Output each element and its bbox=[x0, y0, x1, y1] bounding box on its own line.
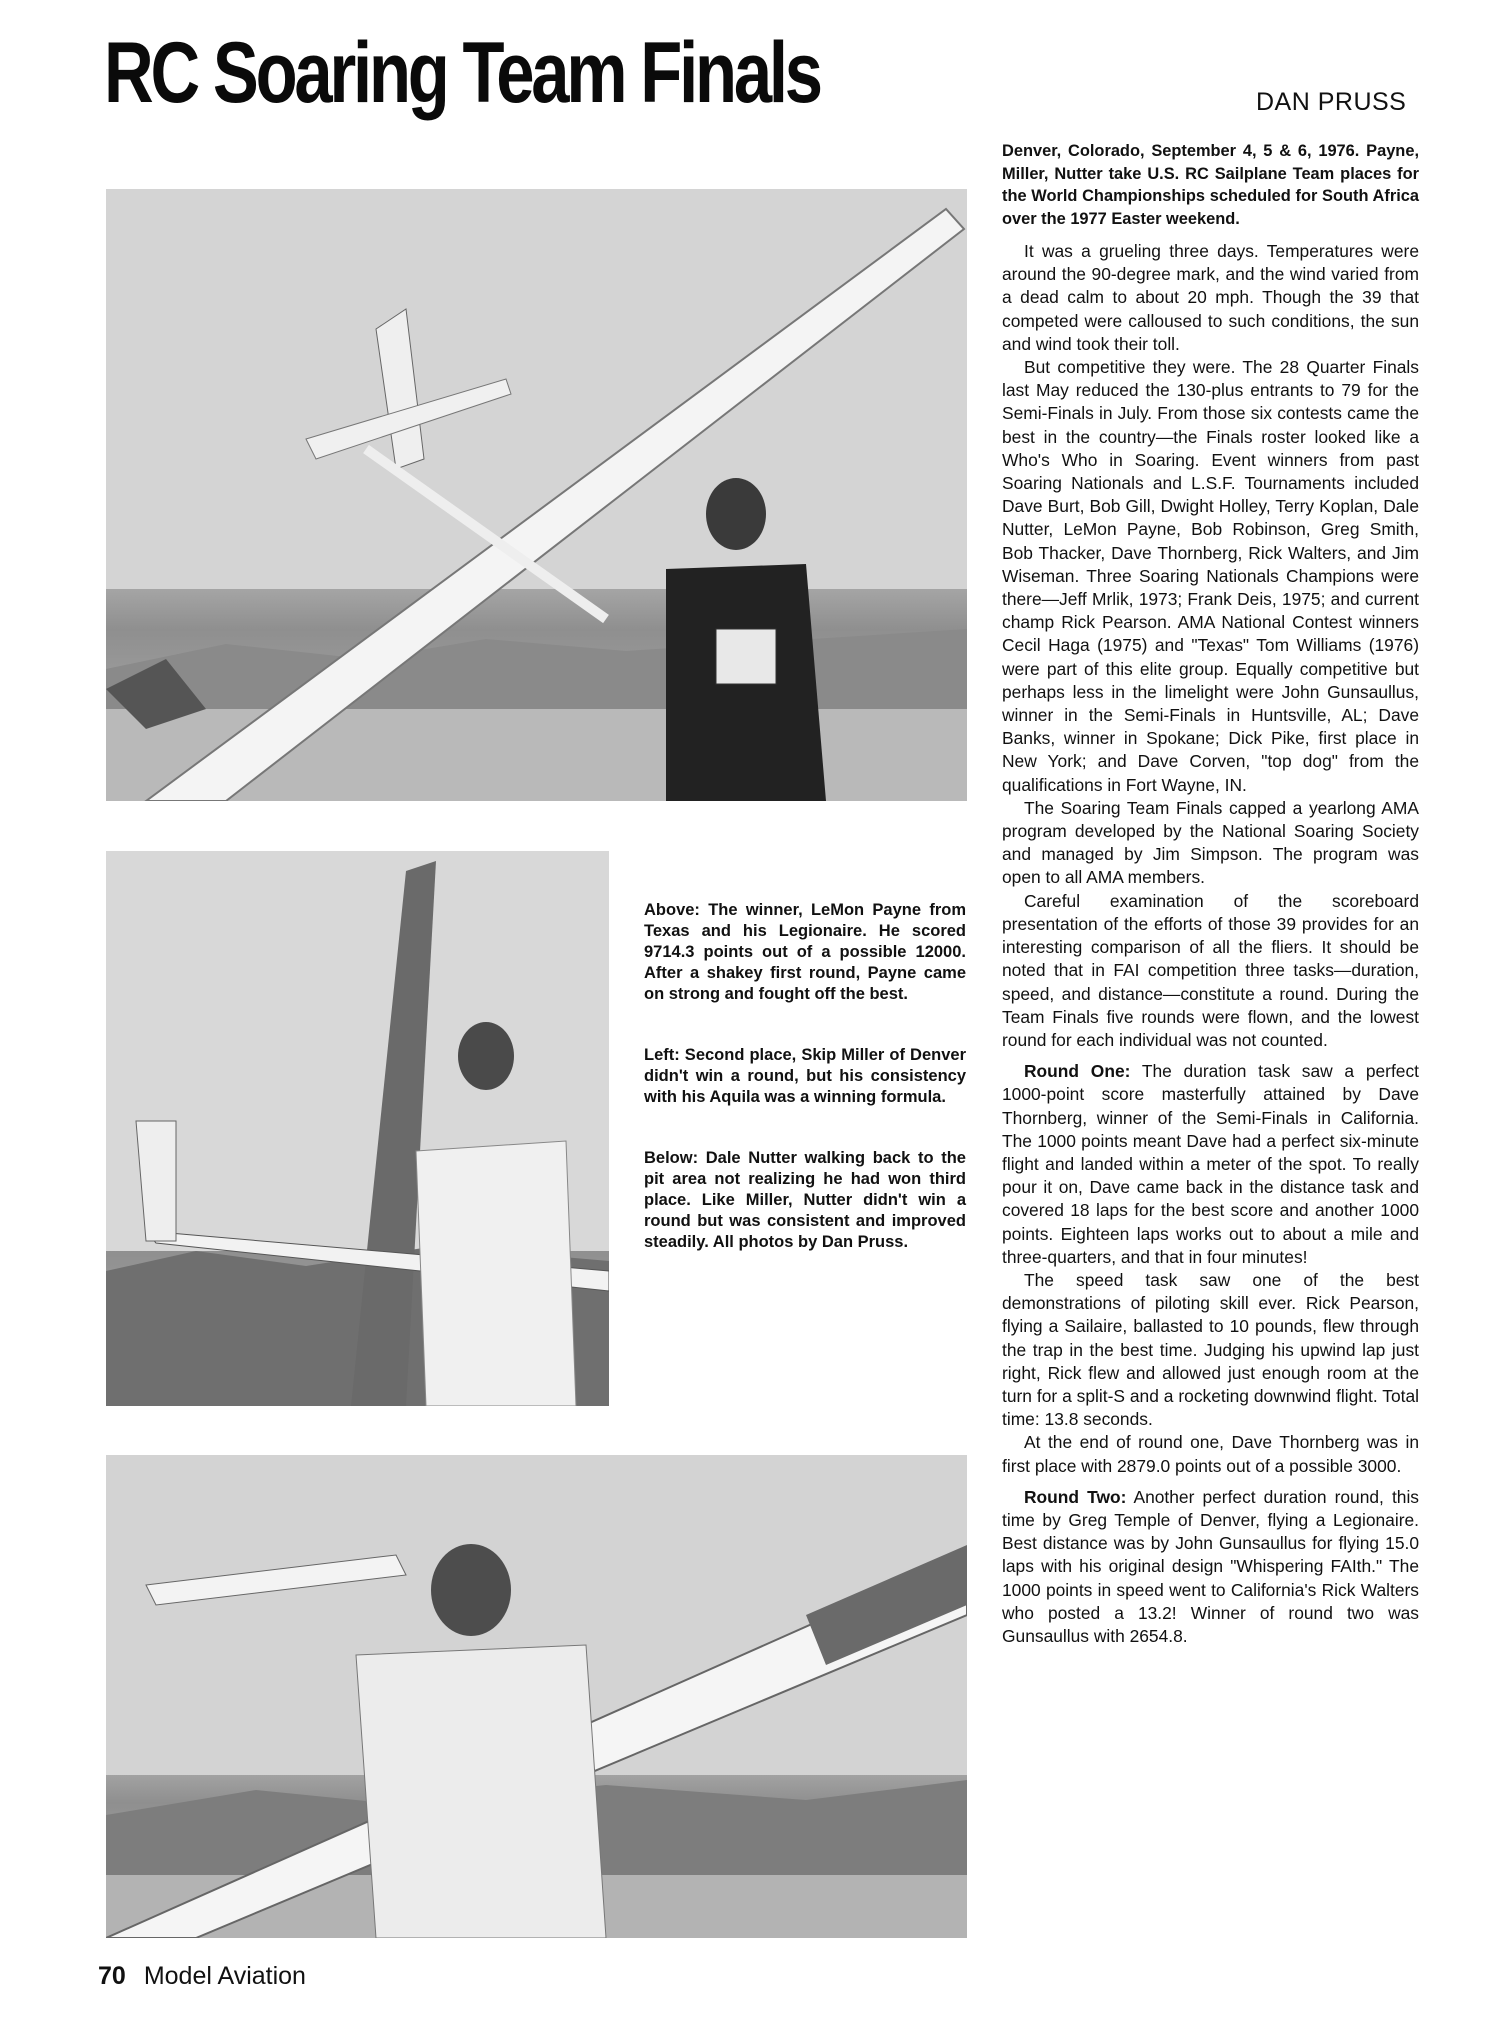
article-title: RC Soaring Team Finals bbox=[104, 25, 820, 121]
glider-photo-icon bbox=[106, 851, 609, 1406]
round-two-text: Another perfect duration round, this time by Greg Temple of Denver, flying a Legionaire. Best distance was by John Gunsaullus for flying 15.0 laps with his original design "Whispering FAIth." The 1000 points in speed went to California's Rick Walters who posted a 13.2! Winner of round two was Gunsaullus with 2654.8. bbox=[1002, 1486, 1420, 1646]
glider-photo-icon bbox=[106, 189, 967, 801]
glider-photo-icon bbox=[106, 1455, 967, 1938]
caption-above: Above: The winner, LeMon Payne from Texas and his Legionaire. He scored 9714.3 points out of a possible 12000. After a shakey first round, Payne came on strong and fought off the best. bbox=[644, 901, 966, 1003]
caption-left: Left: Second place, Skip Miller of Denver didn't win a round, but his consistency with his Aquila was a winning formula. bbox=[644, 1046, 966, 1106]
page-number: 70 bbox=[98, 1962, 126, 1990]
paragraph: It was a grueling three days. Temperatures were around the 90-degree mark, and the wind varied from a dead calm to about 20 mph. Though the 39 that competed were calloused to such conditions, the sun and wind took their toll. bbox=[1002, 241, 1419, 354]
photo-winner-payne bbox=[106, 189, 967, 801]
round-two-paragraph bbox=[1002, 1486, 1419, 1648]
caption-below: Below: Dale Nutter walking back to the pit area not realizing he had won third place. Like Miller, Nutter didn't win a round but was consistent and improved steadily. All photos by Dan Pruss. bbox=[644, 1149, 966, 1251]
photo-captions bbox=[644, 900, 966, 1293]
round-one-paragraph bbox=[1002, 1060, 1419, 1269]
photo-second-place-miller bbox=[106, 851, 609, 1406]
article-body bbox=[1002, 140, 1419, 1648]
paragraph: Careful examination of the scoreboard presentation of the efforts of those 39 provides for an interesting comparison of all the fliers. It should be noted that in FAI competition three tasks—duration, speed, and distance—constitute a round. During the Team Finals five rounds were flown, and the lowest round for each individual was not counted. bbox=[1002, 890, 1419, 1050]
photo-third-place-nutter bbox=[106, 1455, 967, 1938]
paragraph: But competitive they were. The 28 Quarter Finals last May reduced the 130-plus entrants to 79 for the Semi-Finals in July. From those six contests came the best in the country—the Finals roster looked like a Who's Who in Soaring. Event winners from past Soaring Nationals and L.S.F. Tournaments included Dave Burt, Bob Gill, Dwight Holley, Terry Koplan, Dale Nutter, LeMon Payne, Bob Robinson, Greg Smith, Bob Thacker, Dave Thornberg, Rick Walters, and Jim Wiseman. Three Soaring Nationals Champions were there—Jeff Mrlik, 1973; Frank Deis, 1975; and current champ Rick Pearson. AMA National Contest winners Cecil Haga (1975) and "Texas" Tom Williams (1976) were part of this elite group. Equally competitive but perhaps less in the limelight were John Gunsaullus, winner in the Semi-Finals in Huntsville, AL; Dave Banks, winner in Spokane; Dick Pike, first place in New York; and Dave Corven, "top dog" from the qualifications in Fort Wayne, IN. bbox=[1002, 357, 1419, 795]
publication-name: Model Aviation bbox=[143, 1962, 306, 1990]
round-two-label: Round Two: bbox=[1024, 1486, 1127, 1507]
paragraph: The speed task saw one of the best demonstrations of piloting skill ever. Rick Pearson, flying a Sailaire, ballasted to 10 pounds, flew through the trap in the best time. Judging his upwind lap just right, Rick flew and allowed just enough room at the turn for a split-S and a rocketing downwind flight. Total time: 13.8 seconds. bbox=[1002, 1269, 1419, 1430]
article-lede: Denver, Colorado, September 4, 5 & 6, 1976. Payne, Miller, Nutter take U.S. RC Sailplane Team places for the World Championships scheduled for South Africa over the 1977 Easter weekend. bbox=[1002, 142, 1419, 228]
round-one-text: The duration task saw a perfect 1000-point score masterfully attained by Dave Thornberg, winner of the Semi-Finals in California. The 1000 points meant Dave had a perfect six-minute flight and landed within a meter of the spot. To really pour it on, Dave came back in the distance task and covered 18 laps for the best score and another 1000 points. Eighteen laps works out to about a mile and three-quarters, and that in four minutes! bbox=[1002, 1061, 1419, 1267]
paragraph: The Soaring Team Finals capped a yearlong AMA program developed by the National Soaring Society and managed by Jim Simpson. The program was open to all AMA members. bbox=[1002, 797, 1419, 888]
author-byline: DAN PRUSS bbox=[1256, 88, 1407, 116]
page-footer bbox=[98, 1962, 306, 1991]
paragraph: At the end of round one, Dave Thornberg was in first place with 2879.0 points out of a possible 3000. bbox=[1002, 1432, 1419, 1476]
round-one-label: Round One: bbox=[1024, 1061, 1131, 1082]
